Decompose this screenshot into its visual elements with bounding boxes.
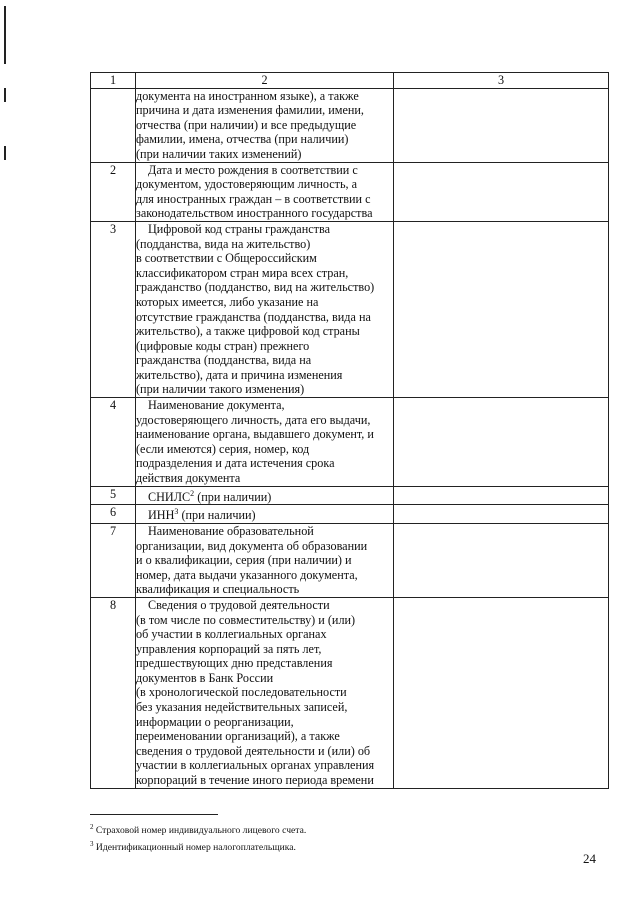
table-row	[91, 88, 609, 162]
row-text	[136, 88, 394, 162]
text-line: (при наличии таких изменений)	[136, 146, 302, 161]
footnotes	[90, 814, 490, 854]
row-number: 6	[91, 505, 136, 524]
row-text	[136, 505, 394, 524]
text-line: отчества (при наличии) и все предыдущие	[136, 117, 357, 132]
text-line: гражданство (подданство, вид на жительство)	[136, 280, 375, 295]
text-line: Сведения о трудовой деятельности	[148, 597, 330, 612]
row-text	[136, 597, 394, 788]
text-line: которых имеется, либо указание на	[136, 294, 319, 309]
table-row	[91, 505, 609, 524]
row-empty-cell	[394, 162, 609, 221]
row-number: 5	[91, 486, 136, 505]
text-line: документов в Банк России	[136, 670, 274, 685]
requirements-table	[90, 72, 609, 789]
text-line: Дата и место рождения в соответствии с	[148, 162, 358, 177]
text-line: корпораций в течение иного периода времени	[136, 773, 374, 788]
row-number: 2	[91, 162, 136, 221]
text-line: Цифровой код страны гражданства	[148, 221, 330, 236]
text-line: Наименование образовательной	[148, 523, 314, 538]
text-line: управления корпораций за пять лет,	[136, 641, 322, 656]
row-empty-cell	[394, 486, 609, 505]
table-row	[91, 523, 609, 597]
snils-label: СНИЛС	[148, 489, 191, 504]
row-text	[136, 486, 394, 505]
text-line: жительство), а также цифровой код страны	[136, 324, 360, 339]
text-line: участии в коллегиальных органах управления	[136, 758, 375, 773]
inn-qualifier: (при наличии)	[178, 508, 256, 523]
row-empty-cell	[394, 597, 609, 788]
text-line	[136, 487, 393, 505]
text-line: предшествующих дню представления	[136, 656, 333, 671]
footnote-ref: 3	[174, 507, 179, 517]
text-line: сведения о трудовой деятельности и (или) об	[136, 743, 371, 758]
table-row	[91, 398, 609, 487]
row-text	[136, 398, 394, 487]
text-line: документа на иностранном языке), а также	[136, 88, 359, 103]
inn-label: ИНН	[148, 508, 175, 523]
footnote-mark: 3	[90, 839, 94, 848]
text-line: классификатором стран мира всех стран,	[136, 265, 349, 280]
text-line: об участии в коллегиальных органах	[136, 627, 327, 642]
footnote	[90, 821, 490, 838]
binding-mark-middle	[4, 88, 6, 102]
table-header-row	[91, 73, 609, 89]
row-number	[91, 88, 136, 162]
row-empty-cell	[394, 398, 609, 487]
row-empty-cell	[394, 88, 609, 162]
text-line: документом, удостоверяющим личность, а	[136, 177, 358, 192]
table-row	[91, 597, 609, 788]
footnote-rule	[90, 814, 218, 815]
text-line: (если имеются) серия, номер, код	[136, 441, 310, 456]
text-line: организации, вид документа об образовании	[136, 538, 368, 553]
table-row	[91, 221, 609, 397]
row-empty-cell	[394, 221, 609, 397]
text-line: фамилии, имена, отчества (при наличии)	[136, 132, 349, 147]
text-line: (в том числе по совместительству) и (или)	[136, 612, 356, 627]
text-line: (цифровые коды стран) прежнего	[136, 338, 310, 353]
snils-qualifier: (при наличии)	[194, 489, 272, 504]
text-line: отсутствие гражданства (подданства, вида на	[136, 309, 371, 324]
text-line: жительство), дата и причина изменения	[136, 367, 343, 382]
text-line: удостоверяющего личность, дата его выдачи,	[136, 412, 371, 427]
binding-mark-bottom	[4, 146, 6, 160]
text-line: без указания недействительных записей,	[136, 700, 348, 715]
text-line: действия документа	[136, 471, 241, 486]
table-row	[91, 486, 609, 505]
row-text	[136, 221, 394, 397]
footnote-text: Страховой номер индивидуального лицевого счета.	[93, 825, 307, 837]
text-line: для иностранных граждан – в соответствии с	[136, 191, 371, 206]
text-line: подразделения и дата истечения срока	[136, 456, 335, 471]
text-line: Наименование документа,	[148, 398, 285, 413]
text-line: (в хронологической последовательности	[136, 685, 347, 700]
text-line: законодательством иностранного государства	[136, 206, 373, 221]
footnote-text: Идентификационный номер налогоплательщика.	[93, 841, 296, 853]
text-line: причина и дата изменения фамилии, имени,	[136, 103, 364, 118]
header-col-3: 3	[394, 73, 609, 89]
page-number: 24	[583, 851, 596, 866]
header-col-2: 2	[136, 73, 394, 89]
row-number: 7	[91, 523, 136, 597]
text-line: и о квалификации, серия (при наличии) и	[136, 553, 352, 568]
row-number: 8	[91, 597, 136, 788]
text-line: (подданства, вида на жительство)	[136, 236, 311, 251]
row-number: 4	[91, 398, 136, 487]
footnote-mark: 2	[90, 823, 94, 831]
text-line: гражданства (подданства, вида на	[136, 353, 312, 368]
footnote-ref: 2	[190, 488, 195, 498]
text-line: переименовании организаций), а также	[136, 729, 340, 744]
row-text	[136, 162, 394, 221]
row-number: 3	[91, 221, 136, 397]
text-line: наименование органа, выдавшего документ, и	[136, 427, 374, 442]
row-empty-cell	[394, 523, 609, 597]
text-line	[136, 505, 393, 523]
binding-mark-top	[4, 6, 6, 64]
footnote	[90, 838, 490, 855]
header-col-1: 1	[91, 73, 136, 89]
text-line: в соответствии с Общероссийским	[136, 251, 317, 266]
text-line: номер, дата выдачи указанного документа,	[136, 567, 358, 582]
text-line: информации о реорганизации,	[136, 714, 294, 729]
text-line: квалификация и специальность	[136, 582, 300, 597]
table-row	[91, 162, 609, 221]
row-empty-cell	[394, 505, 609, 524]
row-text	[136, 523, 394, 597]
text-line: (при наличии такого изменения)	[136, 382, 305, 397]
